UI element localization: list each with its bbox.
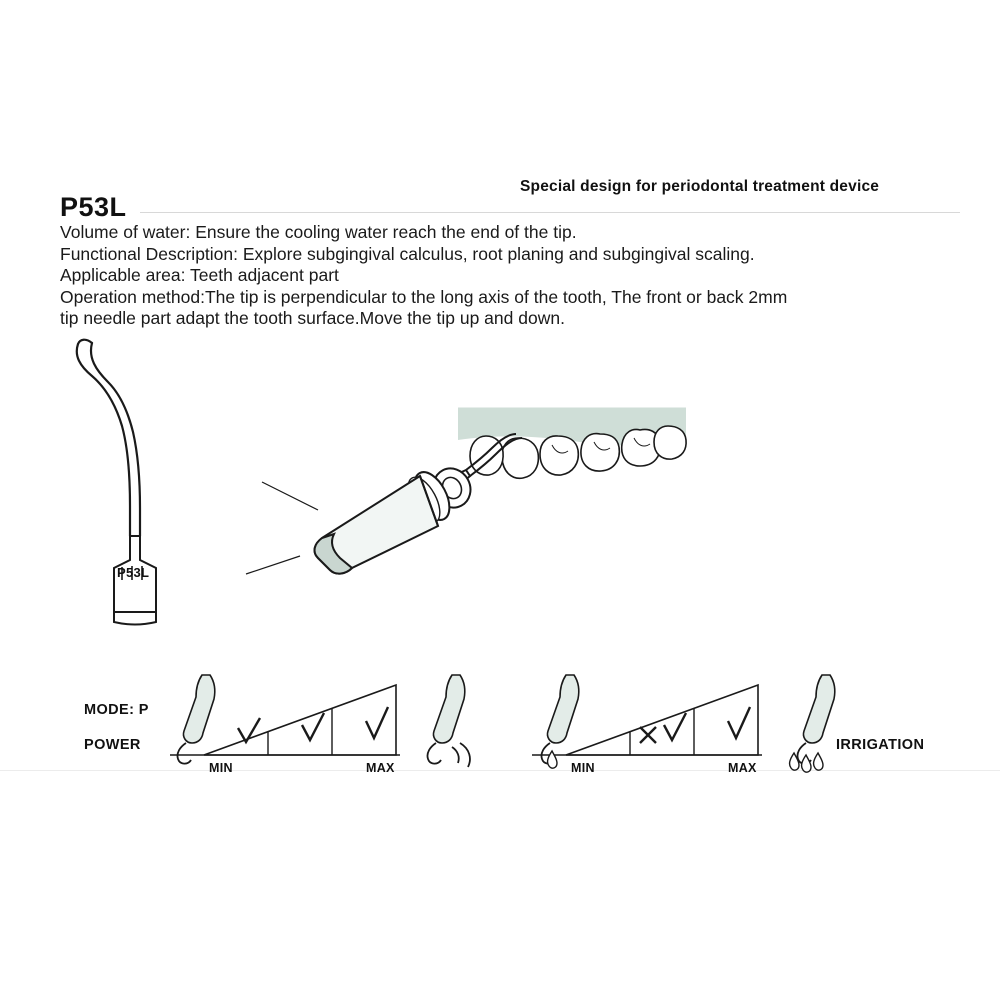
product-illustration bbox=[0, 330, 1000, 640]
header-divider bbox=[140, 212, 960, 213]
irrigation-tip-icon-right bbox=[790, 675, 835, 772]
water-drop-icon-3 bbox=[814, 753, 823, 770]
power-label: POWER bbox=[84, 737, 141, 753]
mode-label: MODE: P bbox=[84, 702, 149, 718]
description-line-operation-2: tip needle part adapt the tooth surface.Move the tip up and down. bbox=[60, 308, 565, 328]
power-min-label: MIN bbox=[209, 761, 233, 775]
water-drop-icon bbox=[548, 751, 557, 768]
description-line-operation-1: Operation method:The tip is perpendicular to the long axis of the tooth, The front or back 2mm bbox=[60, 286, 788, 307]
irrigation-max-label: MAX bbox=[728, 761, 757, 775]
irrigation-label: IRRIGATION bbox=[836, 737, 925, 753]
settings-diagram bbox=[0, 665, 1000, 785]
description-line-area: Applicable area: Teeth adjacent part bbox=[60, 265, 339, 285]
power-tip-icon-left bbox=[177, 675, 214, 764]
power-max-label: MAX bbox=[366, 761, 395, 775]
scaler-tip-drawing bbox=[77, 340, 156, 625]
power-scale-group bbox=[170, 675, 470, 767]
irrigation-min-label: MIN bbox=[571, 761, 595, 775]
power-tip-icon-right bbox=[427, 675, 469, 767]
teeth-and-gum-drawing bbox=[458, 408, 686, 478]
description-line-water: Volume of water: Ensure the cooling water reach the end of the tip. bbox=[60, 222, 577, 242]
irrigation-scale-group bbox=[532, 675, 835, 772]
product-tagline: Special design for periodontal treatment device bbox=[520, 178, 880, 195]
tip-engraved-label: P53L bbox=[117, 565, 150, 580]
water-drop-icon-2 bbox=[802, 755, 811, 772]
description-block bbox=[60, 222, 970, 330]
model-code-title: P53L bbox=[60, 192, 127, 222]
description-line-function: Functional Description: Explore subgingival calculus, root planing and subgingival scaling. bbox=[60, 243, 755, 264]
